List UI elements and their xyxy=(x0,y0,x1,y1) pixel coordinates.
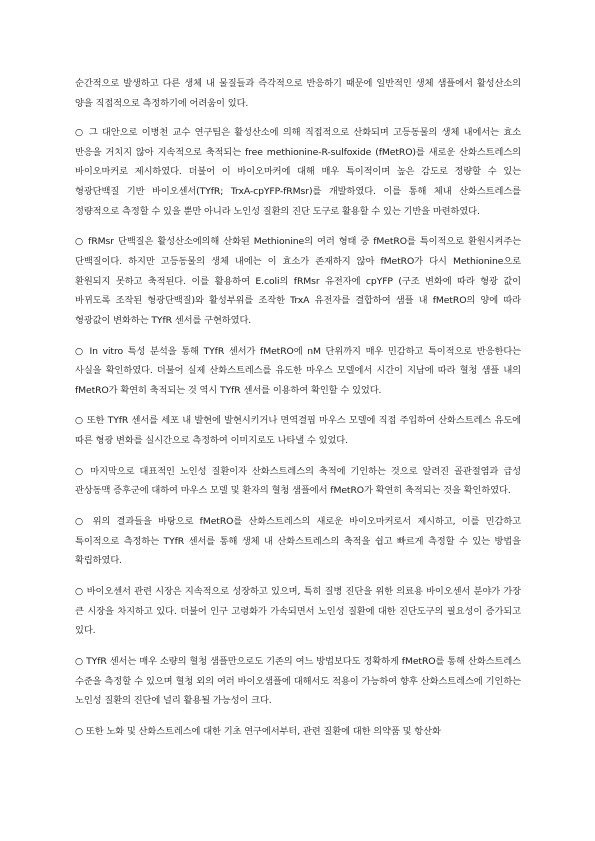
paragraph-method-established: ○ 위의 결과들을 바탕으로 fMetRO를 산화스트레스의 새로운 바이오마커로서 제시하고, 이를 민감하고 특이적으로 측정하는 TYfR 센서를 통해 생체 내 산화스트레스의 축적을 쉽고 빠르게 측정할 수 있는 방법을 확립하였다. xyxy=(75,516,521,567)
document-page xyxy=(75,74,521,753)
paragraph-intro: 순간적으로 발생하고 다른 생체 내 물질들과 즉각적으로 반응하기 때문에 일반적인 생체 샘플에서 활성산소의 양을 직접적으로 측정하기에 어려움이 있다. xyxy=(75,78,521,109)
paragraph-market: ○ 바이오센서 관련 시장은 지속적으로 성장하고 있으며, 특히 질병 진단을 위한 의료용 바이오센서 분야가 가장 큰 시장을 차지하고 있다. 더불어 인구 고령화가 가속되면서 노인성 질환에 대한 진단도구의 필요성이 증가되고 있다. xyxy=(75,586,521,637)
paragraph-frmsr-protein: ○ fRMsr 단백질은 활성산소에의해 산화된 Methionine의 여러 형태 중 fMetRO를 특이적으로 환원시켜주는 단백질이다. 하지만 고등동물의 생체 내에는 이 효소가 존재하지 않아 fMetRO가 다시 Methionine으로 환원되지 못하고 축적된다. 이를 활용하여 E.coli의 fRMsr 유전자에 cpYFP (구조 변화에 따라 형광 값이 바뀌도록 조작된 형광단백질)와 활성부위를 조작한 TrxA 유전자를 결합하여 샘플 내 fMetRO의 양에 따라 형광값이 변화하는 TYfR 센서를 구현하였다. xyxy=(75,236,521,326)
paragraph-applicability: ○ TYfR 센서는 매우 소량의 혈청 샘플만으로도 기존의 여느 방법보다도 정확하게 fMetRO를 통해 산화스트레스 수준을 측정할 수 있으며 혈청 외의 여러 바이오샘플에 대해서도 적용이 가능하여 향후 산화스트레스에 기인하는 노인성 질환의 진단에 널리 활용될 가능성이 크다. xyxy=(75,656,521,707)
paragraph-in-vitro: ○ In vitro 특성 분석을 통해 TYfR 센서가 fMetRO에 nM 단위까지 매우 민감하고 특이적으로 반응한다는 사실을 확인하였다. 더불어 실제 산화스트레스를 유도한 마우스 모델에서 시간이 지남에 따라 혈청 샘플 내의 fMetRO가 확연히 축적되는 것 역시 TYfR 센서를 이용하여 확인할 수 있었다. xyxy=(75,345,521,396)
paragraph-disease-validation: ○ 마지막으로 대표적인 노인성 질환이자 산화스트레스의 축적에 기인하는 것으로 알려진 골관절염과 급성 관상동맥 증후군에 대하여 마우스 모델 및 환자의 혈청 샘플에서 fMetRO가 확연히 축적되는 것을 확인하였다. xyxy=(75,465,521,497)
paragraph-alternative-biomarker: ○ 그 대안으로 이병천 교수 연구팀은 활성산소에 의해 직접적으로 산화되며 고등동물의 생체 내에서는 효소 반응을 거치지 않아 지속적으로 축적되는 free methionine-R-sulfoxide (fMetRO)를 새로운 산화스트레스의 바이오마커로 제시하였다. 더불어 이 바이오마커에 대해 매우 특이적이며 높은 감도로 정량할 수 있는 형광단백질 기반 바이오센서(TYfR; TrxA-cpYFP-fRMsr)를 개발하였다. 이를 통해 체내 산화스트레스를 정량적으로 측정할 수 있을 뿐만 아니라 노인성 질환의 진단 도구로 활용할 수 있는 기반을 마련하였다. xyxy=(75,127,521,217)
paragraph-realtime-imaging: ○ 또한 TYfR 센서를 세포 내 발현에 발현시키거나 면역결핍 마우스 모델에 직접 주입하여 산화스트레스 유도에 따른 형광 변화를 실시간으로 측정하여 이미지로도 나타낼 수 있었다. xyxy=(75,415,521,447)
paragraph-research-use: ○ 또한 노화 및 산화스트레스에 대한 기초 연구에서부터, 관련 질환에 대한 의약품 및 항산화 xyxy=(75,726,441,738)
